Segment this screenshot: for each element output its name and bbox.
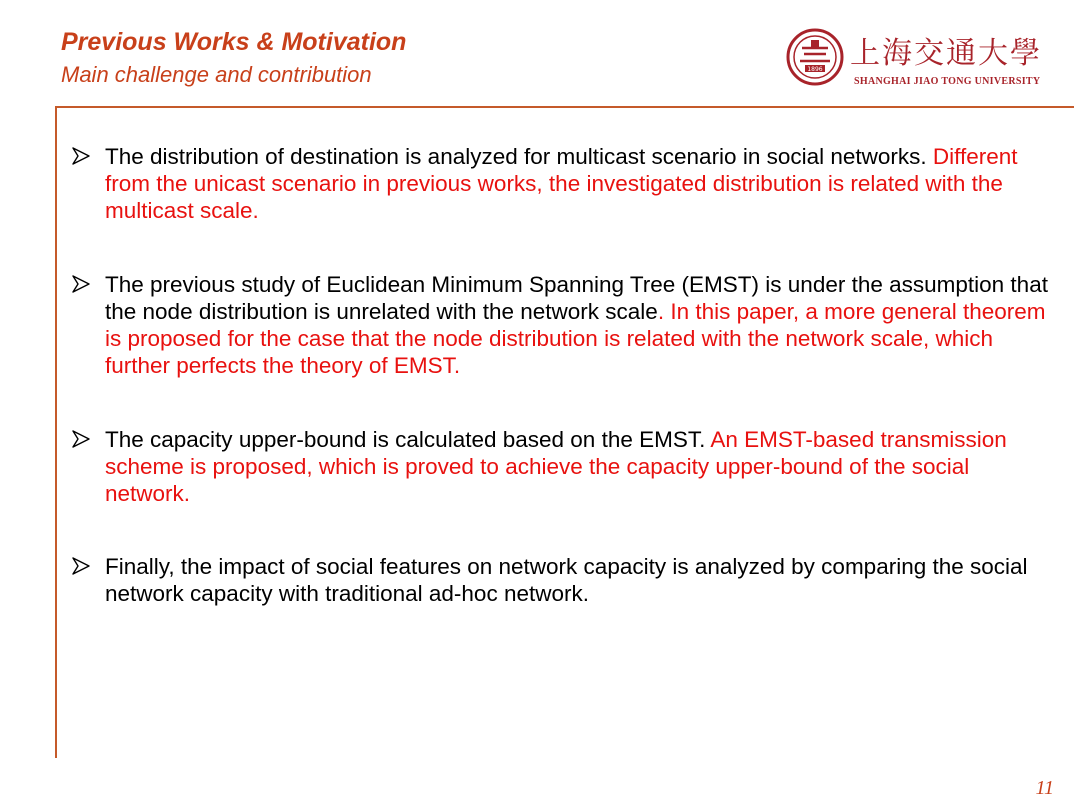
university-seal-icon — [786, 28, 844, 86]
logo-chinese-name: 上海交通大學 — [850, 36, 1042, 71]
page-number: 11 — [1035, 777, 1054, 799]
bullet-text: Finally, the impact of social features on network capacity is analyzed by comparing the social network capacity with traditional ad-hoc network. — [105, 554, 1028, 606]
bullet-highlight-text: An EMST-based transmission scheme is proposed, which is proved to achieve the capacity upper-bound of the social network. — [105, 427, 1007, 506]
bullet-highlight-text: . In this paper, a more general theorem is proposed for the case that the node distribution is related with the network scale, which further perfects the theory of EMST. — [105, 299, 1046, 378]
arrow-bullet-icon — [72, 430, 90, 448]
bullet-highlight-text: Different from the unicast scenario in previous works, the investigated distribution is related with the multicast scale. — [105, 144, 1018, 223]
left-border — [55, 106, 57, 758]
bullet-item — [62, 426, 1052, 507]
slide-subtitle: Main challenge and contribution — [61, 62, 372, 87]
arrow-bullet-icon — [72, 275, 90, 293]
bullet-item — [62, 143, 1052, 224]
bullet-item — [62, 271, 1052, 379]
bullet-text: The distribution of destination is analyzed for multicast scenario in social networks. — [105, 144, 933, 169]
arrow-bullet-icon — [72, 147, 90, 165]
bullet-list — [62, 143, 1052, 607]
header-divider — [55, 106, 1074, 108]
arrow-bullet-icon — [72, 557, 90, 575]
bullet-text: The capacity upper-bound is calculated based on the EMST. — [105, 427, 711, 452]
bullet-text: The previous study of Euclidean Minimum Spanning Tree (EMST) is under the assumption that the node distribution is unrelated with the network scale — [105, 272, 1048, 324]
university-logo — [786, 24, 1076, 104]
slide-title: Previous Works & Motivation — [61, 28, 407, 56]
logo-english-name: SHANGHAI JIAO TONG UNIVERSITY — [854, 76, 1041, 87]
svg-text:1896: 1896 — [807, 66, 823, 73]
bullet-item — [62, 553, 1052, 607]
